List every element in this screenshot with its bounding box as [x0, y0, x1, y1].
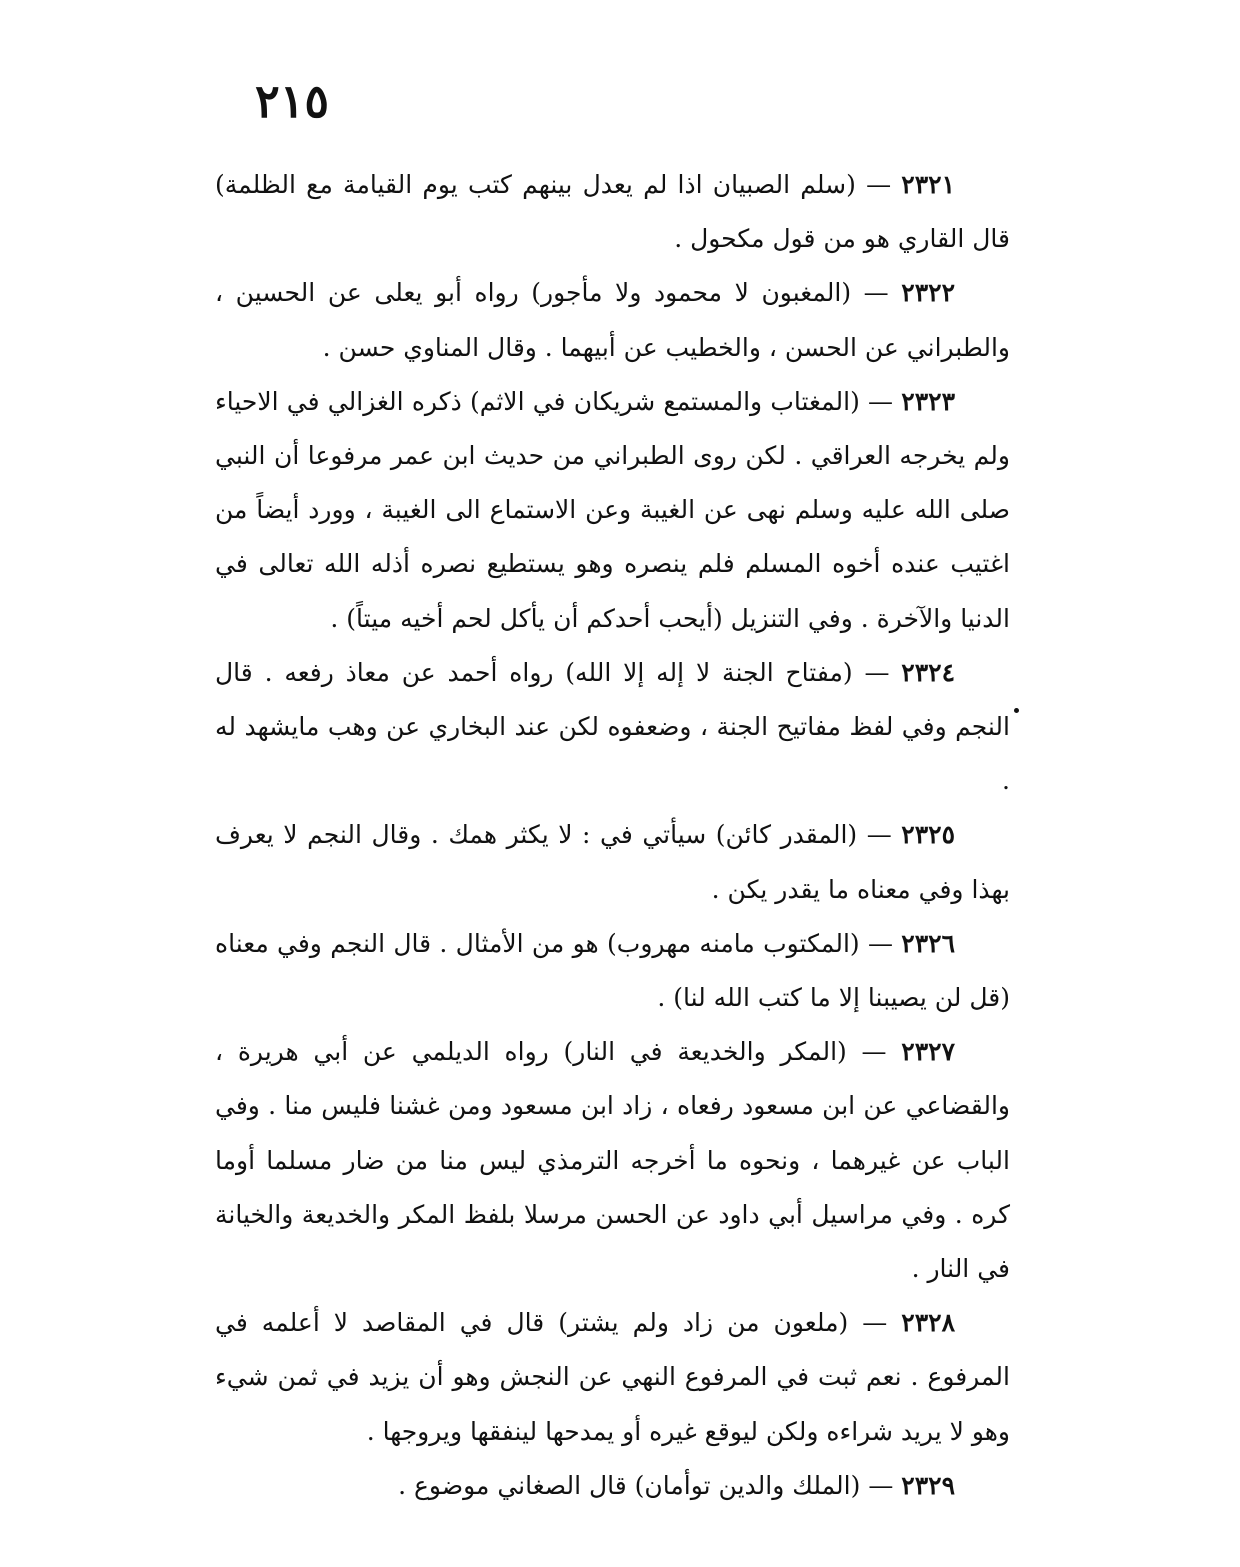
- entry-text: — (ملعون من زاد ولم يشتر) قال في المقاصد لا أعلمه في المرفوع . نعم ثبت في المرفوع النهي عن النجش وهو أن يزيد في ثمن شيء وهو لا يريد شراءه ولكن ليوقع غيره أو يمدحها لينفقها ويروجها .: [215, 1308, 1010, 1446]
- entry-2326: [215, 917, 1010, 1025]
- entry-number: ٢٣٢٣: [901, 386, 955, 416]
- entry-number: ٢٣٢٤: [901, 657, 956, 687]
- entry-text: — (المكر والخديعة في النار) رواه الديلمي عن أبي هريرة ، والقضاعي عن ابن مسعود رفعاه ، زاد ابن مسعود ومن غشنا فليس منا . وفي الباب عن غيرهما ، ونحوه ما أخرجه الترمذي ليس منا من ضار مسلما أوما كره . وفي مراسيل أبي داود عن الحسن مرسلا بلفظ المكر والخديعة والخيانة في النار .: [215, 1037, 1010, 1284]
- entry-2325: [215, 808, 1010, 916]
- entry-2323: [215, 375, 1010, 646]
- entry-2327: [215, 1025, 1010, 1296]
- entry-text: — (المغتاب والمستمع شريكان في الاثم) ذكره الغزالي في الاحياء ولم يخرجه العراقي . لكن روى الطبراني من حديث ابن عمر مرفوعا أن النبي صلى الله عليه وسلم نهى عن الغيبة وعن الاستماع الى الغيبة ، وورد أيضاً من اغتيب عنده أخوه المسلم فلم ينصره وهو يستطيع نصره أذله الله تعالى في الدنيا والآخرة . وفي التنزيل (أيحب أحدكم أن يأكل لحم أخيه ميتاً) .: [215, 386, 1010, 633]
- entry-text: — (المغبون لا محمود ولا مأجور) رواه أبو يعلى عن الحسين ، والطبراني عن الحسن ، والخطيب عن أبيهما . وقال المناوي حسن .: [215, 278, 1010, 362]
- entry-number: ٢٣٢٧: [901, 1037, 956, 1067]
- entry-text: — (مفتاح الجنة لا إله إلا الله) رواه أحمد عن معاذ رفعه . قال النجم وفي لفظ مفاتيح الجنة ، وضعفوه لكن عند البخاري عن وهب مايشهد له .: [215, 657, 1010, 796]
- page-body: [215, 158, 1010, 1513]
- stray-ink-dot: [1014, 708, 1019, 713]
- page-number: ٢١٥: [255, 74, 330, 128]
- entry-2324: [215, 646, 1010, 809]
- entry-text: — (المكتوب مامنه مهروب) هو من الأمثال . قال النجم وفي معناه (قل لن يصيبنا إلا ما كتب الله لنا) .: [215, 928, 1010, 1013]
- entry-number: ٢٣٢٥: [901, 820, 955, 850]
- entry-number: ٢٣٢٨: [901, 1308, 955, 1338]
- entry-text: — (المقدر كائن) سيأتي في : لا يكثر همك . وقال النجم لا يعرف بهذا وفي معناه ما يقدر يكن .: [215, 820, 1010, 904]
- entry-number: ٢٣٢١: [901, 170, 955, 199]
- entry-2321: [215, 158, 1010, 266]
- entry-2322: [215, 266, 1010, 374]
- entry-2328: [215, 1296, 1010, 1459]
- entry-number: ٢٣٢٦: [901, 928, 955, 958]
- entry-2329: [215, 1459, 1010, 1513]
- entry-number: ٢٣٢٩: [901, 1470, 955, 1500]
- entry-text: — (الملك والدين توأمان) قال الصغاني موضوع .: [398, 1470, 894, 1500]
- entry-number: ٢٣٢٢: [901, 278, 955, 308]
- entry-text: — (سلم الصبيان اذا لم يعدل بينهم كتب يوم القيامة مع الظلمة) قال القاري هو من قول مكحول .: [215, 170, 1010, 254]
